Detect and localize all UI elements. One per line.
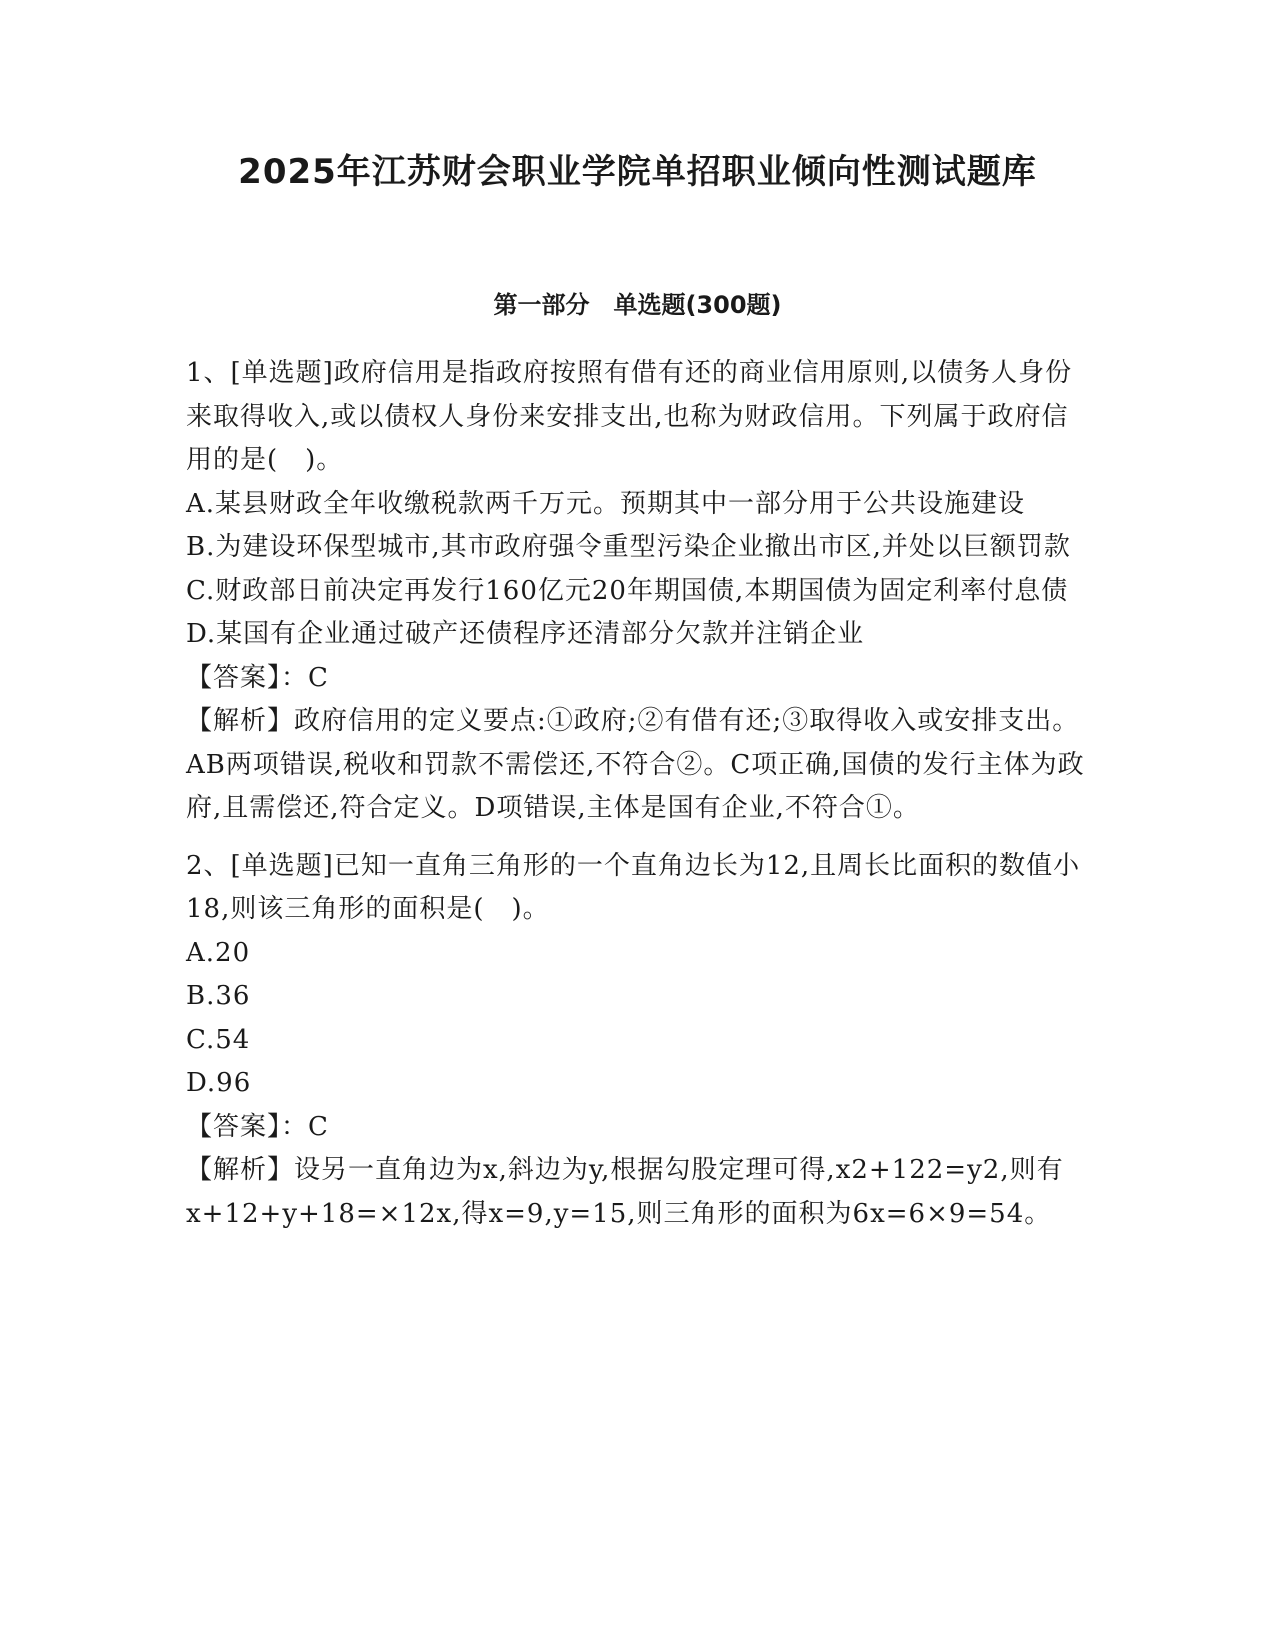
question-stem: 1、[单选题]政府信用是指政府按照有借有还的商业信用原则,以债务人身份来取得收入,或以债权人身份来安排支出,也称为财政信用。下列属于政府信用的是( )。 (186, 358, 1073, 475)
option-b: B.为建设环保型城市,其市政府强令重型污染企业撤出市区,并处以巨额罚款 (186, 532, 1071, 562)
analysis-text: 【解析】政府信用的定义要点:①政府;②有借有还;③取得收入或安排支出。AB两项错误,税收和罚款不需偿还,不符合②。C项正确,国债的发行主体为政府,且需偿还,符合定义。D项错误,主体是国有企业,不符合①。 (186, 706, 1085, 823)
document-title: 2025年江苏财会职业学院单招职业倾向性测试题库 (238, 152, 1037, 192)
option-d: D.96 (186, 1068, 252, 1098)
answer-label: 【答案】：C (186, 662, 329, 693)
option-a: A.20 (186, 937, 251, 968)
option-c: C.财政部日前决定再发行160亿元20年期国债,本期国债为固定利率付息债 (186, 575, 1069, 606)
option-c: C.54 (186, 1024, 251, 1055)
question-item-2 (186, 845, 1086, 1237)
question-stem: 2、[单选题]已知一直角三角形的一个直角边长为12,且周长比面积的数值小18,则该三角形的面积是( )。 (186, 850, 1081, 924)
option-a: A.某县财政全年收缴税款两千万元。预期其中一部分用于公共设施建设 (186, 488, 1026, 519)
analysis-text: 【解析】设另一直角边为x,斜边为y,根据勾股定理可得,x2+122=y2,则有x+12+y+18=×12x,得x=9,y=15,则三角形的面积为6x=6×9=54。 (186, 1155, 1064, 1229)
option-b: B.36 (186, 981, 251, 1011)
question-list (186, 352, 1086, 1250)
section-title: 第一部分 单选题(300题) (493, 291, 782, 319)
question-item-1 (186, 352, 1086, 831)
answer-label: 【答案】：C (186, 1111, 329, 1142)
option-d: D.某国有企业通过破产还债程序还清部分欠款并注销企业 (186, 619, 865, 649)
